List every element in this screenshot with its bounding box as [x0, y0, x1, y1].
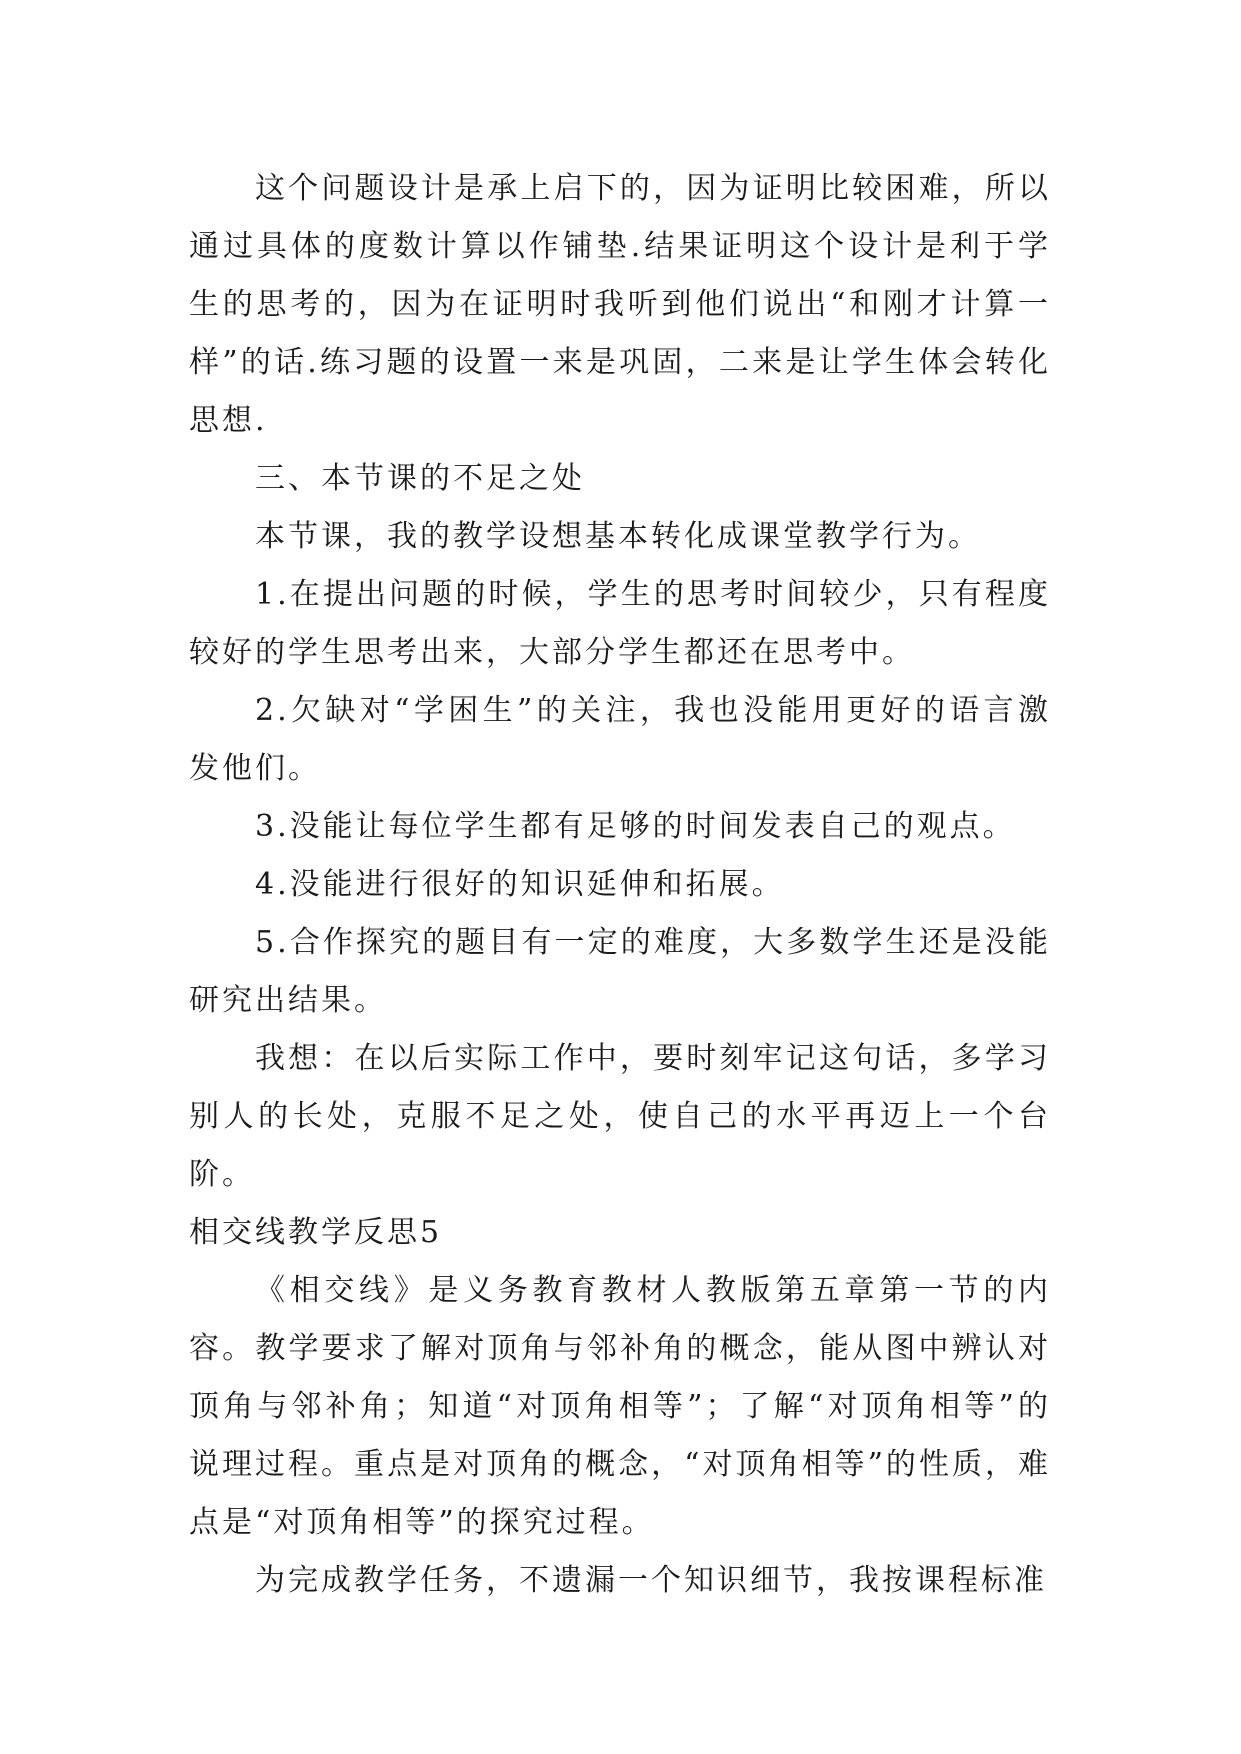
section-heading-shortcomings: 三、本节课的不足之处: [255, 461, 585, 496]
paragraph-reflection-design: 这个问题设计是承上启下的，因为证明比较困难，所以通过具体的度数计算以作铺垫.结果证明这个设计是利于学生的思考的，因为在证明时我听到他们说出“和刚才计算一样”的话.练习题的设置一来是巩固，二来是让学生体会转化思想.: [189, 171, 1051, 438]
paragraph-teaching-task: 为完成教学任务，不遗漏一个知识细节，我按课程标准: [255, 1563, 1047, 1598]
document-body: [189, 160, 1051, 1610]
list-item-5: 5.合作探究的题目有一定的难度，大多数学生还是没能研究出结果。: [189, 925, 1051, 1018]
list-item-3: 3.没能让每位学生都有足够的时间发表自己的观点。: [255, 809, 1016, 844]
list-item-2: 2.欠缺对“学困生”的关注，我也没能用更好的语言激发他们。: [189, 693, 1051, 786]
paragraph-summary: 本节课，我的教学设想基本转化成课堂教学行为。: [255, 519, 981, 554]
list-item-4: 4.没能进行很好的知识延伸和拓展。: [255, 867, 785, 902]
paragraph-conclusion: 我想：在以后实际工作中，要时刻牢记这句话，多学习别人的长处，克服不足之处，使自己的水平再迈上一个台阶。: [189, 1041, 1051, 1192]
section-title-reflection-5: 相交线教学反思5: [189, 1215, 443, 1250]
list-item-1: 1.在提出问题的时候，学生的思考时间较少，只有程度较好的学生思考出来，大部分学生都还在思考中。: [189, 577, 1051, 670]
paragraph-intersecting-lines-intro: 《相交线》是义务教育教材人教版第五章第一节的内容。教学要求了解对顶角与邻补角的概念，能从图中辨认对顶角与邻补角；知道“对顶角相等”；了解“对顶角相等”的说理过程。重点是对顶角的概念，“对顶角相等”的性质，难点是“对顶角相等”的探究过程。: [189, 1273, 1051, 1540]
